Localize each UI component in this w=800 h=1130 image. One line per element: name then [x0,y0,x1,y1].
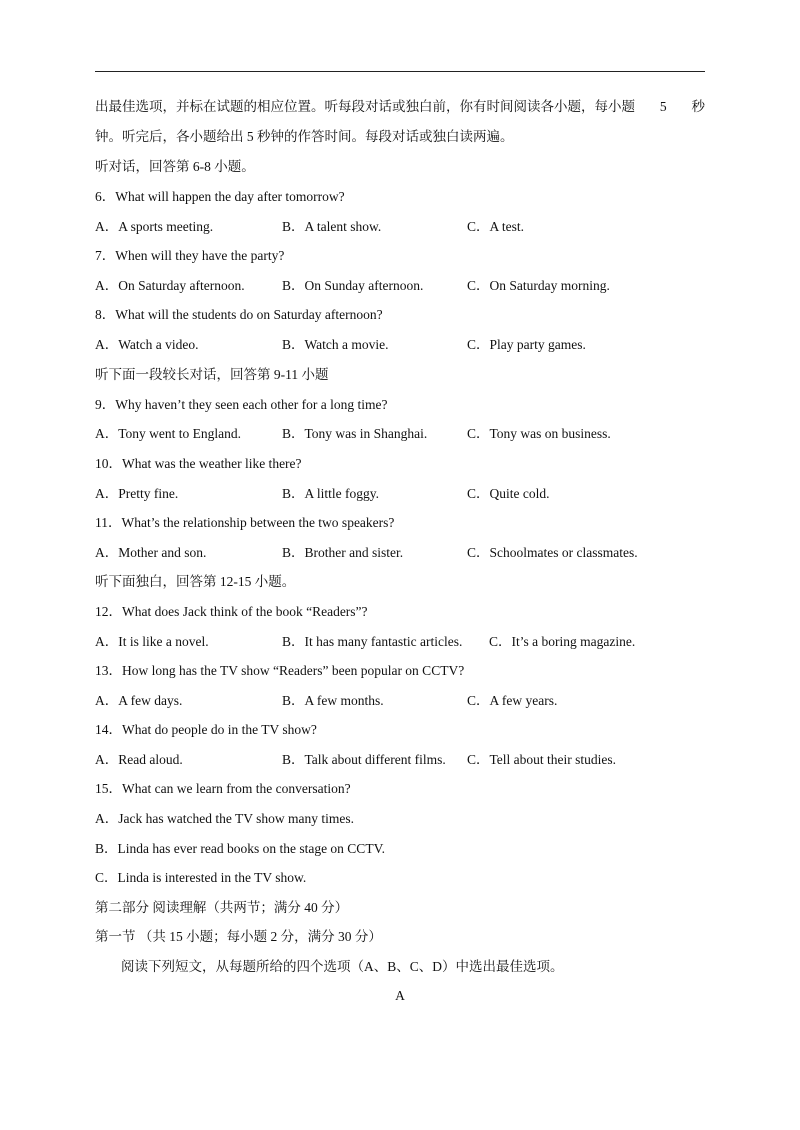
q11-option-c: C．Schoolmates or classmates. [467,545,638,560]
q9-option-a: A．Tony went to England. [95,426,242,441]
question-11: 11．What’s the relationship between the two speakers? [95,515,395,530]
question-15: 15．What can we learn from the conversation? [95,781,351,796]
q7-option-b: B．On Sunday afternoon. [282,278,424,293]
q13-option-a: A．A few days. [95,693,183,708]
part-2-section-1: 第一节 （共 15 小题；每小题 2 分，满分 30 分） [95,929,382,944]
q14-option-b: B．Talk about different films. [282,752,446,767]
question-14: 14．What do people do in the TV show? [95,722,317,737]
q8-option-a: A．Watch a video. [95,337,199,352]
q7-option-a: A．On Saturday afternoon. [95,278,245,293]
passage-label: A [395,988,405,1003]
q6-option-c: C．A test. [467,219,525,234]
q10-option-a: A．Pretty fine. [95,486,179,501]
question-12: 12．What does Jack think of the book “Readers”? [95,604,368,619]
q9-option-c: C．Tony was on business. [467,426,611,441]
part-2-title: 第二部分 阅读理解（共两节；满分 40 分） [95,900,349,915]
question-10: 10．What was the weather like there? [95,456,302,471]
q15-option-c: C．Linda is interested in the TV show. [95,870,307,885]
q7-option-c: C．On Saturday morning. [467,278,610,293]
q14-option-a: A．Read aloud. [95,752,183,767]
q12-option-c: C．It’s a boring magazine. [489,634,636,649]
q13-option-b: B．A few months. [282,693,384,708]
intro-line-1-end: 秒 [691,99,705,114]
reading-instruction: 阅读下列短文，从每题所给的四个选项（A、B、C、D）中选出最佳选项。 [121,959,564,974]
q8-option-c: C．Play party games. [467,337,586,352]
header-rule [95,71,705,72]
q13-option-c: C．A few years. [467,693,558,708]
intro-line-1-text: 出最佳选项，并标在试题的相应位置。听每段对话或独白前，你有时间阅读各小题，每小题 [95,99,635,114]
question-6: 6．What will happen the day after tomorrow? [95,189,345,204]
section-heading-12-15: 听下面独白，回答第 12-15 小题。 [95,574,296,589]
q6-option-a: A．A sports meeting. [95,219,214,234]
intro-line-2: 钟。听完后，各小题给出 5 秒钟的作答时间。每段对话或独白读两遍。 [95,129,514,144]
q12-option-a: A．It is like a novel. [95,634,209,649]
q10-option-c: C．Quite cold. [467,486,550,501]
q15-option-b: B．Linda has ever read books on the stage on CCTV. [95,841,385,856]
q6-option-b: B．A talent show. [282,219,382,234]
intro-line-1 [95,98,705,116]
question-13: 13．How long has the TV show “Readers” been popular on CCTV? [95,663,465,678]
section-heading-6-8: 听对话，回答第 6-8 小题。 [95,159,255,174]
q15-option-a: A．Jack has watched the TV show many times. [95,811,354,826]
q14-option-c: C．Tell about their studies. [467,752,617,767]
q12-option-b: B．It has many fantastic articles. [282,634,463,649]
q8-option-b: B．Watch a movie. [282,337,389,352]
q10-option-b: B．A little foggy. [282,486,379,501]
intro-line-1-number: 5 [659,99,667,114]
question-9: 9．Why haven’t they seen each other for a long time? [95,397,388,412]
question-8: 8．What will the students do on Saturday afternoon? [95,307,383,322]
q11-option-b: B．Brother and sister. [282,545,404,560]
q9-option-b: B．Tony was in Shanghai. [282,426,428,441]
question-7: 7．When will they have the party? [95,248,285,263]
q11-option-a: A．Mother and son. [95,545,207,560]
section-heading-9-11: 听下面一段较长对话，回答第 9-11 小题 [95,367,329,382]
